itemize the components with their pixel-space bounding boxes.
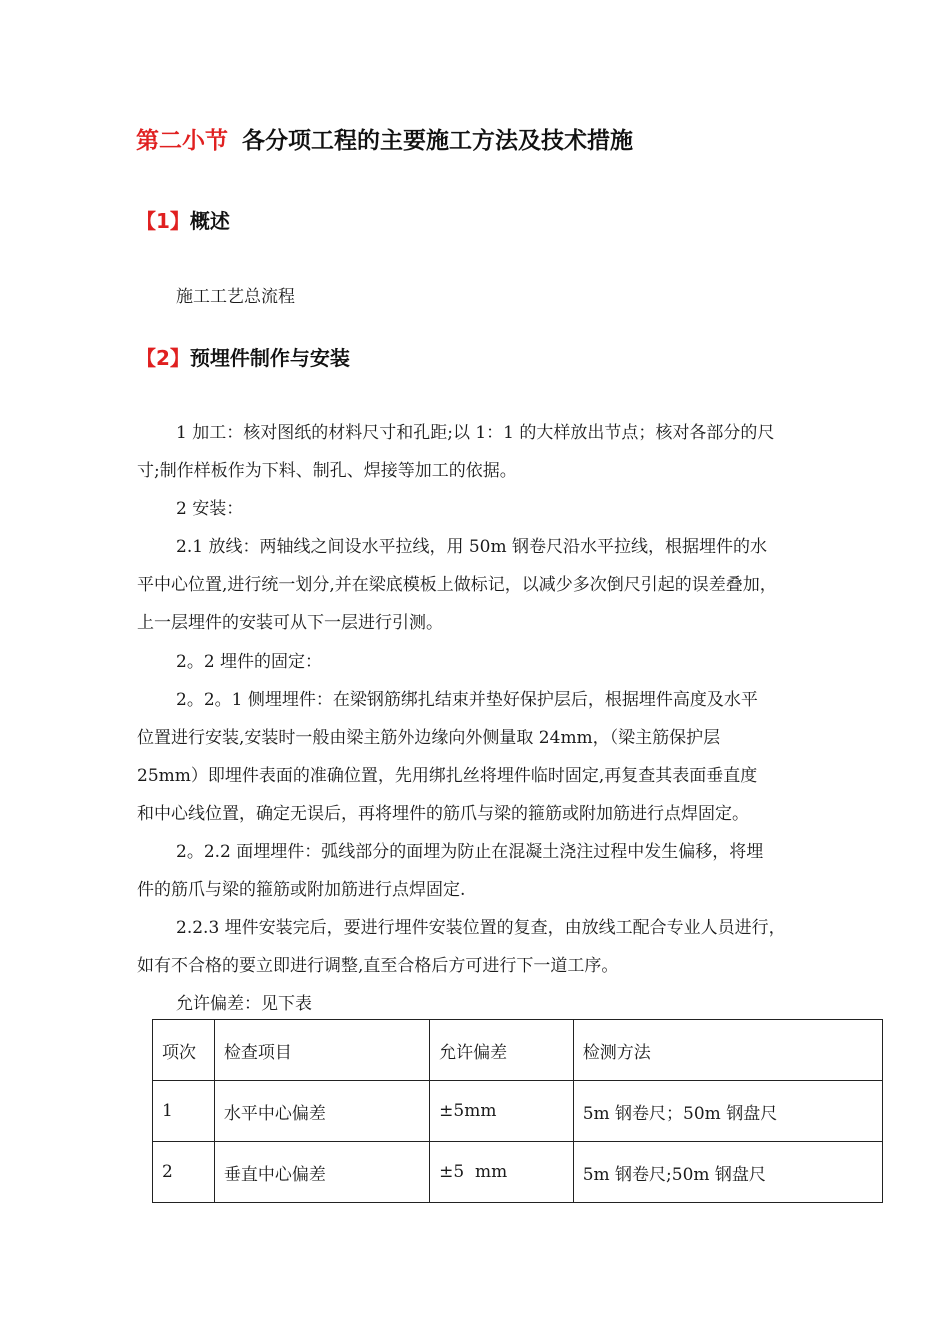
table-cell: ±5 mm	[430, 1142, 574, 1203]
paragraph-line: 2.1 放线：两轴线之间设水平拉线，用 50m 钢卷尺沿水平拉线，根据埋件的水	[176, 537, 767, 557]
paragraph-line: 如有不合格的要立即进行调整,直至合格后方可进行下一道工序。	[137, 956, 619, 976]
section-number: 第二小节	[136, 128, 228, 154]
paragraph-line: 平中心位置,进行统一划分,并在梁底模板上做标记，以减少多次倒尺引起的误差叠加，	[137, 575, 777, 595]
table-cell: 垂直中心偏差	[214, 1142, 429, 1203]
paragraph-line: 2.2.3 埋件安装完后，要进行埋件安装位置的复查，由放线工配合专业人员进行，	[176, 918, 786, 938]
table-header-row	[153, 1020, 883, 1081]
heading-text: 预埋件制作与安装	[189, 346, 350, 370]
overview-text: 施工工艺总流程	[176, 287, 295, 307]
paragraph-line: 和中心线位置，确定无误后，再将埋件的筋爪与梁的箍筋或附加筋进行点焊固定。	[137, 804, 749, 824]
paragraph-line: 寸;制作样板作为下料、制孔、焊接等加工的依据。	[137, 461, 517, 481]
heading-marker: 【2】	[136, 346, 190, 370]
table-header-cell: 项次	[153, 1020, 215, 1081]
paragraph-line: 件的筋爪与梁的箍筋或附加筋进行点焊固定.	[137, 880, 466, 900]
table-cell: 5m 钢卷尺；50m 钢盘尺	[573, 1081, 882, 1142]
paragraph-line: 2。2 埋件的固定：	[176, 652, 323, 672]
paragraph-line: 2 安装：	[176, 499, 244, 519]
paragraph-line: 1 加工：核对图纸的材料尺寸和孔距;以 1：1 的大样放出节点；核对各部分的尺	[176, 423, 775, 443]
heading-text: 概述	[189, 209, 230, 233]
paragraph-line: 2。2。1 侧埋埋件：在梁钢筋绑扎结束并垫好保护层后，根据埋件高度及水平	[176, 690, 758, 710]
paragraph-line: 允许偏差：见下表	[176, 994, 312, 1014]
table-cell: 2	[153, 1142, 215, 1203]
paragraph-line: 位置进行安装,安装时一般由梁主筋外边缘向外侧量取 24mm，（梁主筋保护层	[137, 728, 721, 748]
paragraph-line: 2。2.2 面埋埋件：弧线部分的面埋为防止在混凝土浇注过程中发生偏移，将埋	[176, 842, 764, 862]
table-row	[153, 1081, 883, 1142]
table-header-cell: 允许偏差	[430, 1020, 574, 1081]
table-header-cell: 检查项目	[214, 1020, 429, 1081]
paragraph-line: 上一层埋件的安装可从下一层进行引测。	[137, 613, 443, 633]
paragraph-line: 25mm）即埋件表面的准确位置，先用绑扎丝将埋件临时固定,再复查其表面垂直度	[137, 766, 758, 786]
heading-embedded-parts	[136, 342, 350, 371]
table-cell: 5m 钢卷尺;50m 钢盘尺	[573, 1142, 882, 1203]
section-heading: 各分项工程的主要施工方法及技术措施	[242, 128, 633, 154]
table-cell: 1	[153, 1081, 215, 1142]
heading-overview	[136, 205, 230, 234]
tolerance-table	[152, 1019, 883, 1203]
table-cell: 水平中心偏差	[214, 1081, 429, 1142]
heading-marker: 【1】	[136, 209, 190, 233]
table-header-cell: 检测方法	[573, 1020, 882, 1081]
page-title	[136, 122, 633, 155]
table-row	[153, 1142, 883, 1203]
table-cell: ±5mm	[430, 1081, 574, 1142]
